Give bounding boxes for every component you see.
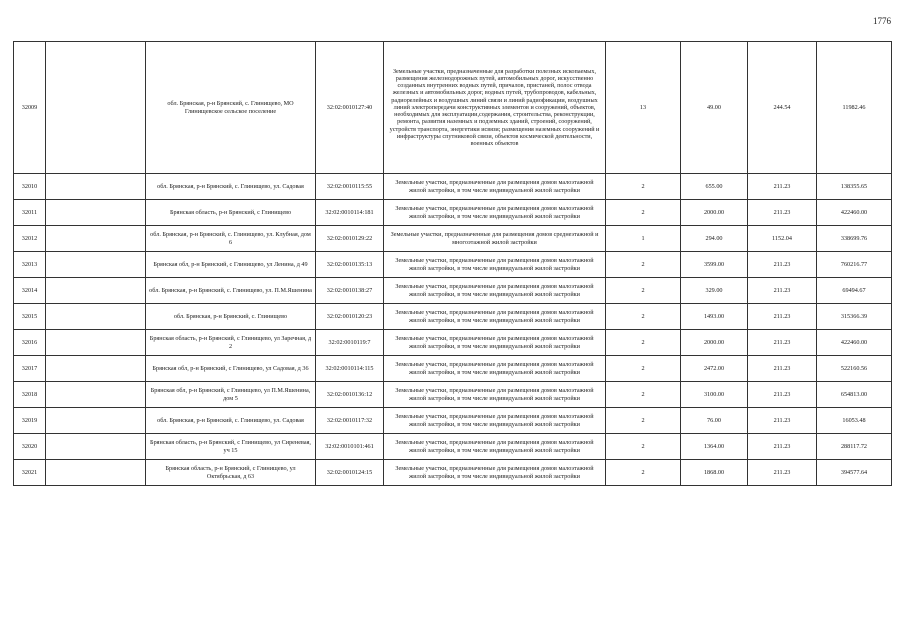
- row-number: 32011: [14, 200, 46, 226]
- address-cell: Брянская область, р-н Брянский, с Глинищево, ул Заречная, д 2: [146, 330, 316, 356]
- empty-cell: [46, 460, 146, 486]
- row-number: 32012: [14, 226, 46, 252]
- cadastral-number-cell: 32:02:0010120:23: [316, 304, 384, 330]
- area-cell: 1493.00: [681, 304, 748, 330]
- empty-cell: [46, 408, 146, 434]
- row-number: 32015: [14, 304, 46, 330]
- group-cell: 2: [606, 252, 681, 278]
- land-use-cell: Земельные участки, предназначенные для размещения домов малоэтажной жилой застройки, в том числе индивидуальной жилой застройки: [384, 304, 606, 330]
- land-use-cell: Земельные участки, предназначенные для размещения домов малоэтажной жилой застройки, в том числе индивидуальной жилой застройки: [384, 460, 606, 486]
- address-cell: Брянская обл, р-н Брянский, с Глинищево, ул Садовая, д 36: [146, 356, 316, 382]
- specific-value-cell: 211.23: [748, 278, 817, 304]
- area-cell: 2000.00: [681, 330, 748, 356]
- cadastral-value-cell: 338699.76: [817, 226, 892, 252]
- table-body: [14, 42, 892, 486]
- cadastral-value-cell: 315366.39: [817, 304, 892, 330]
- table-row: [14, 460, 892, 486]
- table-row: [14, 356, 892, 382]
- cadastral-value-cell: 394577.64: [817, 460, 892, 486]
- empty-cell: [46, 434, 146, 460]
- empty-cell: [46, 356, 146, 382]
- specific-value-cell: 211.23: [748, 382, 817, 408]
- cadastral-number-cell: 32:02:0010115:55: [316, 174, 384, 200]
- cadastral-number-cell: 32:02:0010127:40: [316, 42, 384, 174]
- group-cell: 2: [606, 382, 681, 408]
- land-use-cell: Земельные участки, предназначенные для размещения домов малоэтажной жилой застройки, в том числе индивидуальной жилой застройки: [384, 174, 606, 200]
- group-cell: 2: [606, 460, 681, 486]
- table-row: [14, 200, 892, 226]
- empty-cell: [46, 252, 146, 278]
- table-row: [14, 174, 892, 200]
- cadastral-number-cell: 32:02:0010101:461: [316, 434, 384, 460]
- group-cell: 2: [606, 356, 681, 382]
- table-row: [14, 252, 892, 278]
- row-number: 32019: [14, 408, 46, 434]
- area-cell: 3100.00: [681, 382, 748, 408]
- table-row: [14, 434, 892, 460]
- table-row: [14, 42, 892, 174]
- cadastral-value-cell: 288117.72: [817, 434, 892, 460]
- land-use-cell: Земельные участки, предназначенные для размещения домов малоэтажной жилой застройки, в том числе индивидуальной жилой застройки: [384, 382, 606, 408]
- group-cell: 2: [606, 304, 681, 330]
- area-cell: 655.00: [681, 174, 748, 200]
- cadastral-value-cell: 760216.77: [817, 252, 892, 278]
- cadastral-value-cell: 422460.00: [817, 200, 892, 226]
- land-use-cell: Земельные участки, предназначенные для размещения домов малоэтажной жилой застройки, в том числе индивидуальной жилой застройки: [384, 278, 606, 304]
- cadastral-number-cell: 32:02:0010119:7: [316, 330, 384, 356]
- table-row: [14, 278, 892, 304]
- specific-value-cell: 211.23: [748, 408, 817, 434]
- group-cell: 13: [606, 42, 681, 174]
- row-number: 32020: [14, 434, 46, 460]
- cadastral-number-cell: 32:02:0010129:22: [316, 226, 384, 252]
- land-use-cell: Земельные участки, предназначенные для размещения домов малоэтажной жилой застройки, в том числе индивидуальной жилой застройки: [384, 252, 606, 278]
- land-use-cell: Земельные участки, предназначенные для размещения домов малоэтажной жилой застройки, в том числе индивидуальной жилой застройки: [384, 200, 606, 226]
- specific-value-cell: 211.23: [748, 330, 817, 356]
- table-row: [14, 304, 892, 330]
- cadastral-number-cell: 32:02:0010114:115: [316, 356, 384, 382]
- cadastral-number-cell: 32:02:0010117:32: [316, 408, 384, 434]
- row-number: 32016: [14, 330, 46, 356]
- address-cell: обл. Брянская, р-н Брянский, с. Глинищево: [146, 304, 316, 330]
- land-use-cell: Земельные участки, предназначенные для размещения домов малоэтажной жилой застройки, в том числе индивидуальной жилой застройки: [384, 434, 606, 460]
- area-cell: 76.00: [681, 408, 748, 434]
- land-use-cell: Земельные участки, предназначенные для размещения домов среднеэтажной и многоэтажной жилой застройки: [384, 226, 606, 252]
- specific-value-cell: 211.23: [748, 460, 817, 486]
- area-cell: 2000.00: [681, 200, 748, 226]
- address-cell: обл. Брянская, р-н Брянский, с. Глинищево, ул. Садовая: [146, 174, 316, 200]
- table-row: [14, 226, 892, 252]
- empty-cell: [46, 330, 146, 356]
- group-cell: 2: [606, 174, 681, 200]
- specific-value-cell: 211.23: [748, 434, 817, 460]
- specific-value-cell: 211.23: [748, 252, 817, 278]
- group-cell: 2: [606, 278, 681, 304]
- area-cell: 294.00: [681, 226, 748, 252]
- empty-cell: [46, 382, 146, 408]
- area-cell: 49.00: [681, 42, 748, 174]
- specific-value-cell: 1152.04: [748, 226, 817, 252]
- cadastral-number-cell: 32:02:0010135:13: [316, 252, 384, 278]
- address-cell: обл. Брянская, р-н Брянский, с. Глинищево, ул. Клубная, дом 6: [146, 226, 316, 252]
- area-cell: 1868.00: [681, 460, 748, 486]
- land-use-cell: Земельные участки, предназначенные для размещения домов малоэтажной жилой застройки, в том числе индивидуальной жилой застройки: [384, 330, 606, 356]
- row-number: 32017: [14, 356, 46, 382]
- specific-value-cell: 244.54: [748, 42, 817, 174]
- cadastral-number-cell: 32:02:0010124:15: [316, 460, 384, 486]
- land-use-cell: Земельные участки, предназначенные для размещения домов малоэтажной жилой застройки, в том числе индивидуальной жилой застройки: [384, 356, 606, 382]
- cadastral-value-cell: 654813.00: [817, 382, 892, 408]
- row-number: 32010: [14, 174, 46, 200]
- cadastral-value-cell: 522160.56: [817, 356, 892, 382]
- empty-cell: [46, 304, 146, 330]
- row-number: 32014: [14, 278, 46, 304]
- land-use-cell: Земельные участки, предназначенные для размещения домов малоэтажной жилой застройки, в том числе индивидуальной жилой застройки: [384, 408, 606, 434]
- address-cell: Брянская обл, р-н Брянский, с Глинищево, ул П.М.Яшенина, дом 5: [146, 382, 316, 408]
- address-cell: Брянская область, р-н Брянский, с Глинищево, ул Сиреневая, уч 15: [146, 434, 316, 460]
- specific-value-cell: 211.23: [748, 174, 817, 200]
- cadastral-value-cell: 69494.67: [817, 278, 892, 304]
- empty-cell: [46, 200, 146, 226]
- specific-value-cell: 211.23: [748, 200, 817, 226]
- empty-cell: [46, 42, 146, 174]
- empty-cell: [46, 278, 146, 304]
- table-row: [14, 408, 892, 434]
- group-cell: 2: [606, 408, 681, 434]
- row-number: 32009: [14, 42, 46, 174]
- address-cell: обл. Брянская, р-н Брянский, с. Глинищево, МО Глинищевское сельское поселение: [146, 42, 316, 174]
- row-number: 32021: [14, 460, 46, 486]
- cadastral-value-table: [13, 41, 892, 486]
- row-number: 32018: [14, 382, 46, 408]
- cadastral-value-cell: 16053.48: [817, 408, 892, 434]
- cadastral-value-cell: 422460.00: [817, 330, 892, 356]
- group-cell: 2: [606, 200, 681, 226]
- area-cell: 1364.00: [681, 434, 748, 460]
- area-cell: 3599.00: [681, 252, 748, 278]
- address-cell: Брянская обл, р-н Брянский, с Глинищево, ул Ленина, д 49: [146, 252, 316, 278]
- area-cell: 2472.00: [681, 356, 748, 382]
- empty-cell: [46, 174, 146, 200]
- area-cell: 329.00: [681, 278, 748, 304]
- cadastral-number-cell: 32:02:0010136:12: [316, 382, 384, 408]
- address-cell: Брянская область, р-н Брянский, с Глинищево: [146, 200, 316, 226]
- address-cell: обл. Брянская, р-н Брянский, с. Глинищево, ул. Садовая: [146, 408, 316, 434]
- land-use-cell: Земельные участки, предназначенные для разработки полезных ископаемых, размещения железнодорожных путей, автомобильных дорог, искусственно созданных внутренних водных путей, причалов, пристаней, полос отвода железных и автомобильных дорог, водных путей, трубопроводов, кабельных, радиорелейных и воздушных линий связи и линий радиофикации, воздушных линий электропередачи конструктивных элементов и сооружений, объектов, необходимых для эксплуатации,содержания, строительства, реконструкции, ремонта, развития наземных и подземных зданий, строений, сооружений, устройств транспорта, энергетики исвязи; размещения наземных сооружений и инфраструктуры спутниковой связи, объектов космической деятельности, военных объектов: [384, 42, 606, 174]
- address-cell: обл. Брянская, р-н Брянский, с. Глинищево, ул. П.М.Яшенина: [146, 278, 316, 304]
- group-cell: 2: [606, 330, 681, 356]
- cadastral-value-cell: 11982.46: [817, 42, 892, 174]
- table-row: [14, 330, 892, 356]
- group-cell: 1: [606, 226, 681, 252]
- row-number: 32013: [14, 252, 46, 278]
- page-number: 1776: [873, 16, 891, 26]
- cadastral-number-cell: 32:02:0010114:181: [316, 200, 384, 226]
- table-row: [14, 382, 892, 408]
- cadastral-value-cell: 138355.65: [817, 174, 892, 200]
- empty-cell: [46, 226, 146, 252]
- group-cell: 2: [606, 434, 681, 460]
- cadastral-number-cell: 32:02:0010138:27: [316, 278, 384, 304]
- specific-value-cell: 211.23: [748, 356, 817, 382]
- address-cell: Брянская область, р-н Брянский, с Глинищево, ул Октябрьская, д 63: [146, 460, 316, 486]
- specific-value-cell: 211.23: [748, 304, 817, 330]
